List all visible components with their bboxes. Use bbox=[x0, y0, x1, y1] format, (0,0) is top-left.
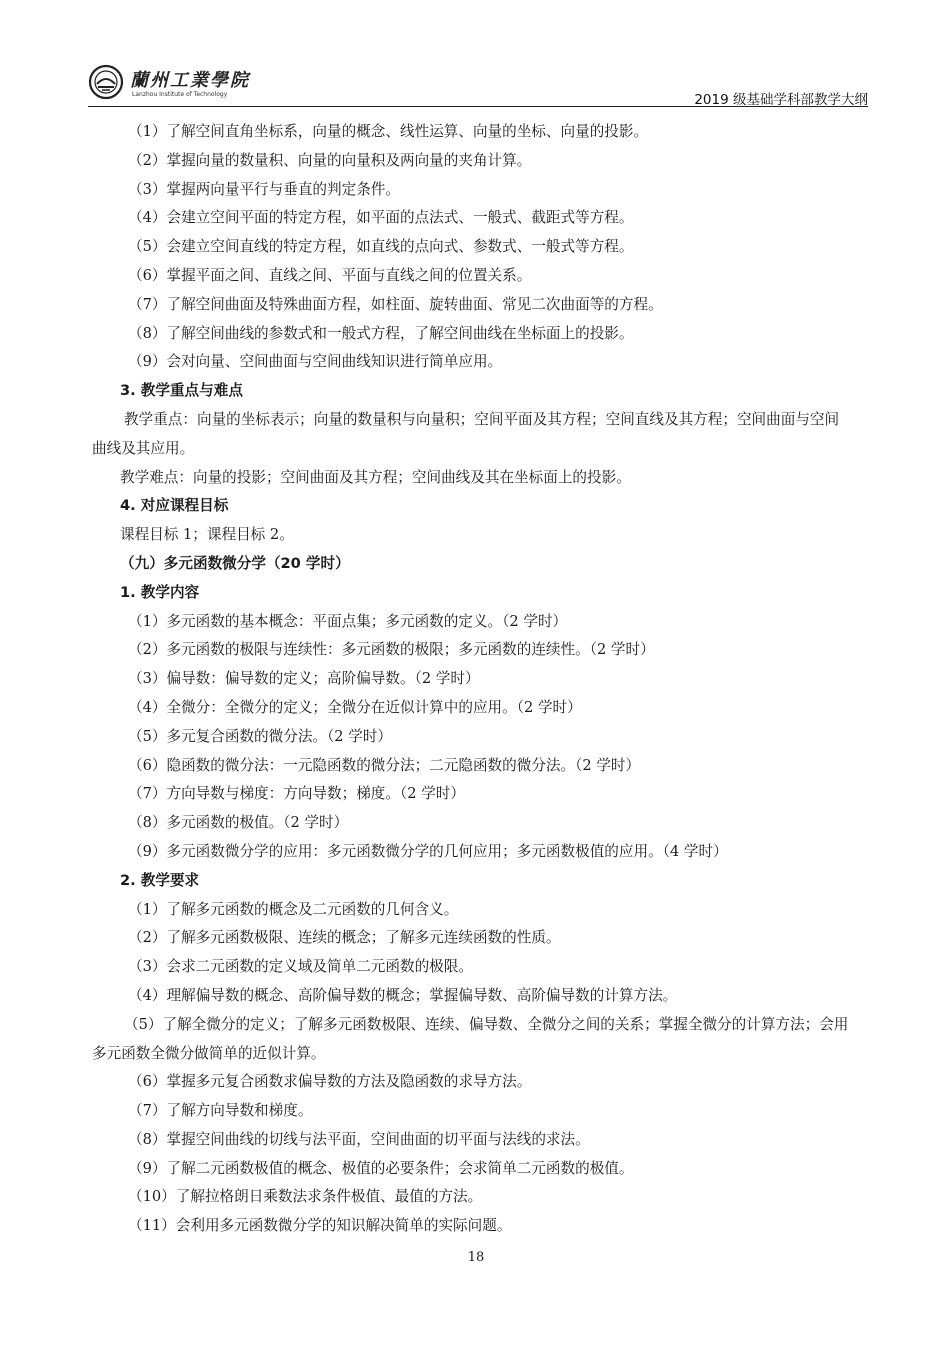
list-item: （2）掌握向量的数量积、向量的向量积及两向量的夹角计算。 bbox=[128, 151, 532, 169]
school-logo-icon bbox=[88, 64, 124, 100]
section-heading-content: 1. 教学内容 bbox=[120, 583, 200, 601]
list-item: （11）会利用多元函数微分学的知识解决简单的实际问题。 bbox=[128, 1217, 512, 1235]
list-item: （9）会对向量、空间曲面与空间曲线知识进行简单应用。 bbox=[128, 353, 503, 371]
header-divider bbox=[88, 106, 868, 107]
list-item: （6）掌握平面之间、直线之间、平面与直线之间的位置关系。 bbox=[128, 266, 532, 284]
list-item: （7）了解空间曲面及特殊曲面方程，如柱面、旋转曲面、常见二次曲面等的方程。 bbox=[128, 295, 663, 313]
list-item: （3）会求二元函数的定义域及简单二元函数的极限。 bbox=[128, 958, 473, 976]
difficulties-paragraph: 教学难点：向量的投影；空间曲面及其方程；空间曲线及其在坐标面上的投影。 bbox=[120, 468, 631, 486]
chapter-heading: （九）多元函数微分学（20 学时） bbox=[120, 554, 350, 572]
list-item: （1）了解多元函数的概念及二元函数的几何含义。 bbox=[128, 900, 459, 918]
list-item: （6）掌握多元复合函数求偏导数的方法及隐函数的求导方法。 bbox=[128, 1073, 532, 1091]
list-item: （4）会建立空间平面的特定方程，如平面的点法式、一般式、截距式等方程。 bbox=[128, 209, 634, 227]
list-item: （5）多元复合函数的微分法。（2 学时） bbox=[128, 727, 393, 745]
goals-paragraph: 课程目标 1；课程目标 2。 bbox=[120, 526, 294, 544]
key-points-paragraph: 教学重点：向量的坐标表示；向量的数量积与向量积；空间平面及其方程；空间直线及其方程；空间曲面与空间曲线及其应用。 bbox=[92, 410, 840, 457]
section-heading-goals: 4. 对应课程目标 bbox=[120, 497, 229, 515]
list-item: （8）多元函数的极值。（2 学时） bbox=[128, 814, 349, 832]
list-item: （4）理解偏导数的概念、高阶偏导数的概念；掌握偏导数、高阶偏导数的计算方法。 bbox=[128, 986, 678, 1004]
list-item: （2）多元函数的极限与连续性：多元函数的极限；多元函数的连续性。（2 学时） bbox=[128, 641, 655, 659]
list-item: （9）了解二元函数极值的概念、极值的必要条件；会求简单二元函数的极值。 bbox=[128, 1159, 634, 1177]
page-header bbox=[88, 64, 868, 106]
section-heading-key-points: 3. 教学重点与难点 bbox=[120, 382, 243, 400]
list-item: （1）了解空间直角坐标系，向量的概念、线性运算、向量的坐标、向量的投影。 bbox=[128, 123, 649, 140]
list-item: （10）了解拉格朗日乘数法求条件极值、最值的方法。 bbox=[128, 1188, 483, 1206]
list-item: （6）隐函数的微分法：一元隐函数的微分法；二元隐函数的微分法。（2 学时） bbox=[128, 756, 641, 774]
document-title: 2019 级基础学科部教学大纲 bbox=[694, 92, 868, 108]
section-heading-requirements: 2. 教学要求 bbox=[120, 871, 200, 889]
page-number: 18 bbox=[467, 1250, 485, 1265]
list-item: （1）多元函数的基本概念：平面点集；多元函数的定义。（2 学时） bbox=[128, 612, 568, 630]
list-item: （7）方向导数与梯度：方向导数；梯度。（2 学时） bbox=[128, 785, 465, 803]
school-name-en: Lanzhou Institute of Technology bbox=[132, 91, 228, 98]
list-item: （5）会建立空间直线的特定方程，如直线的点向式、参数式、一般式等方程。 bbox=[128, 238, 634, 256]
list-item: （3）掌握两向量平行与垂直的判定条件。 bbox=[128, 180, 400, 198]
list-item: （4）全微分：全微分的定义；全微分在近似计算中的应用。（2 学时） bbox=[128, 698, 582, 716]
list-item: （7）了解方向导数和梯度。 bbox=[128, 1102, 313, 1120]
list-item: （8）掌握空间曲线的切线与法平面，空间曲面的切平面与法线的求法。 bbox=[128, 1130, 590, 1148]
list-item: （8）了解空间曲线的参数式和一般式方程，了解空间曲线在坐标面上的投影。 bbox=[128, 324, 634, 342]
list-item: （5）了解全微分的定义；了解多元函数极限、连续、偏导数、全微分之间的关系；掌握全微分的计算方法；会用多元函数全微分做简单的近似计算。 bbox=[92, 1015, 849, 1062]
list-item: （9）多元函数微分学的应用：多元函数微分学的几何应用；多元函数极值的应用。（4 学时） bbox=[128, 842, 728, 860]
school-name-cn: 蘭州工業學院 bbox=[130, 70, 250, 91]
page-body bbox=[92, 118, 852, 1241]
list-item: （2）了解多元函数极限、连续的概念；了解多元连续函数的性质。 bbox=[128, 929, 561, 947]
list-item: （3）偏导数：偏导数的定义；高阶偏导数。（2 学时） bbox=[128, 670, 480, 688]
